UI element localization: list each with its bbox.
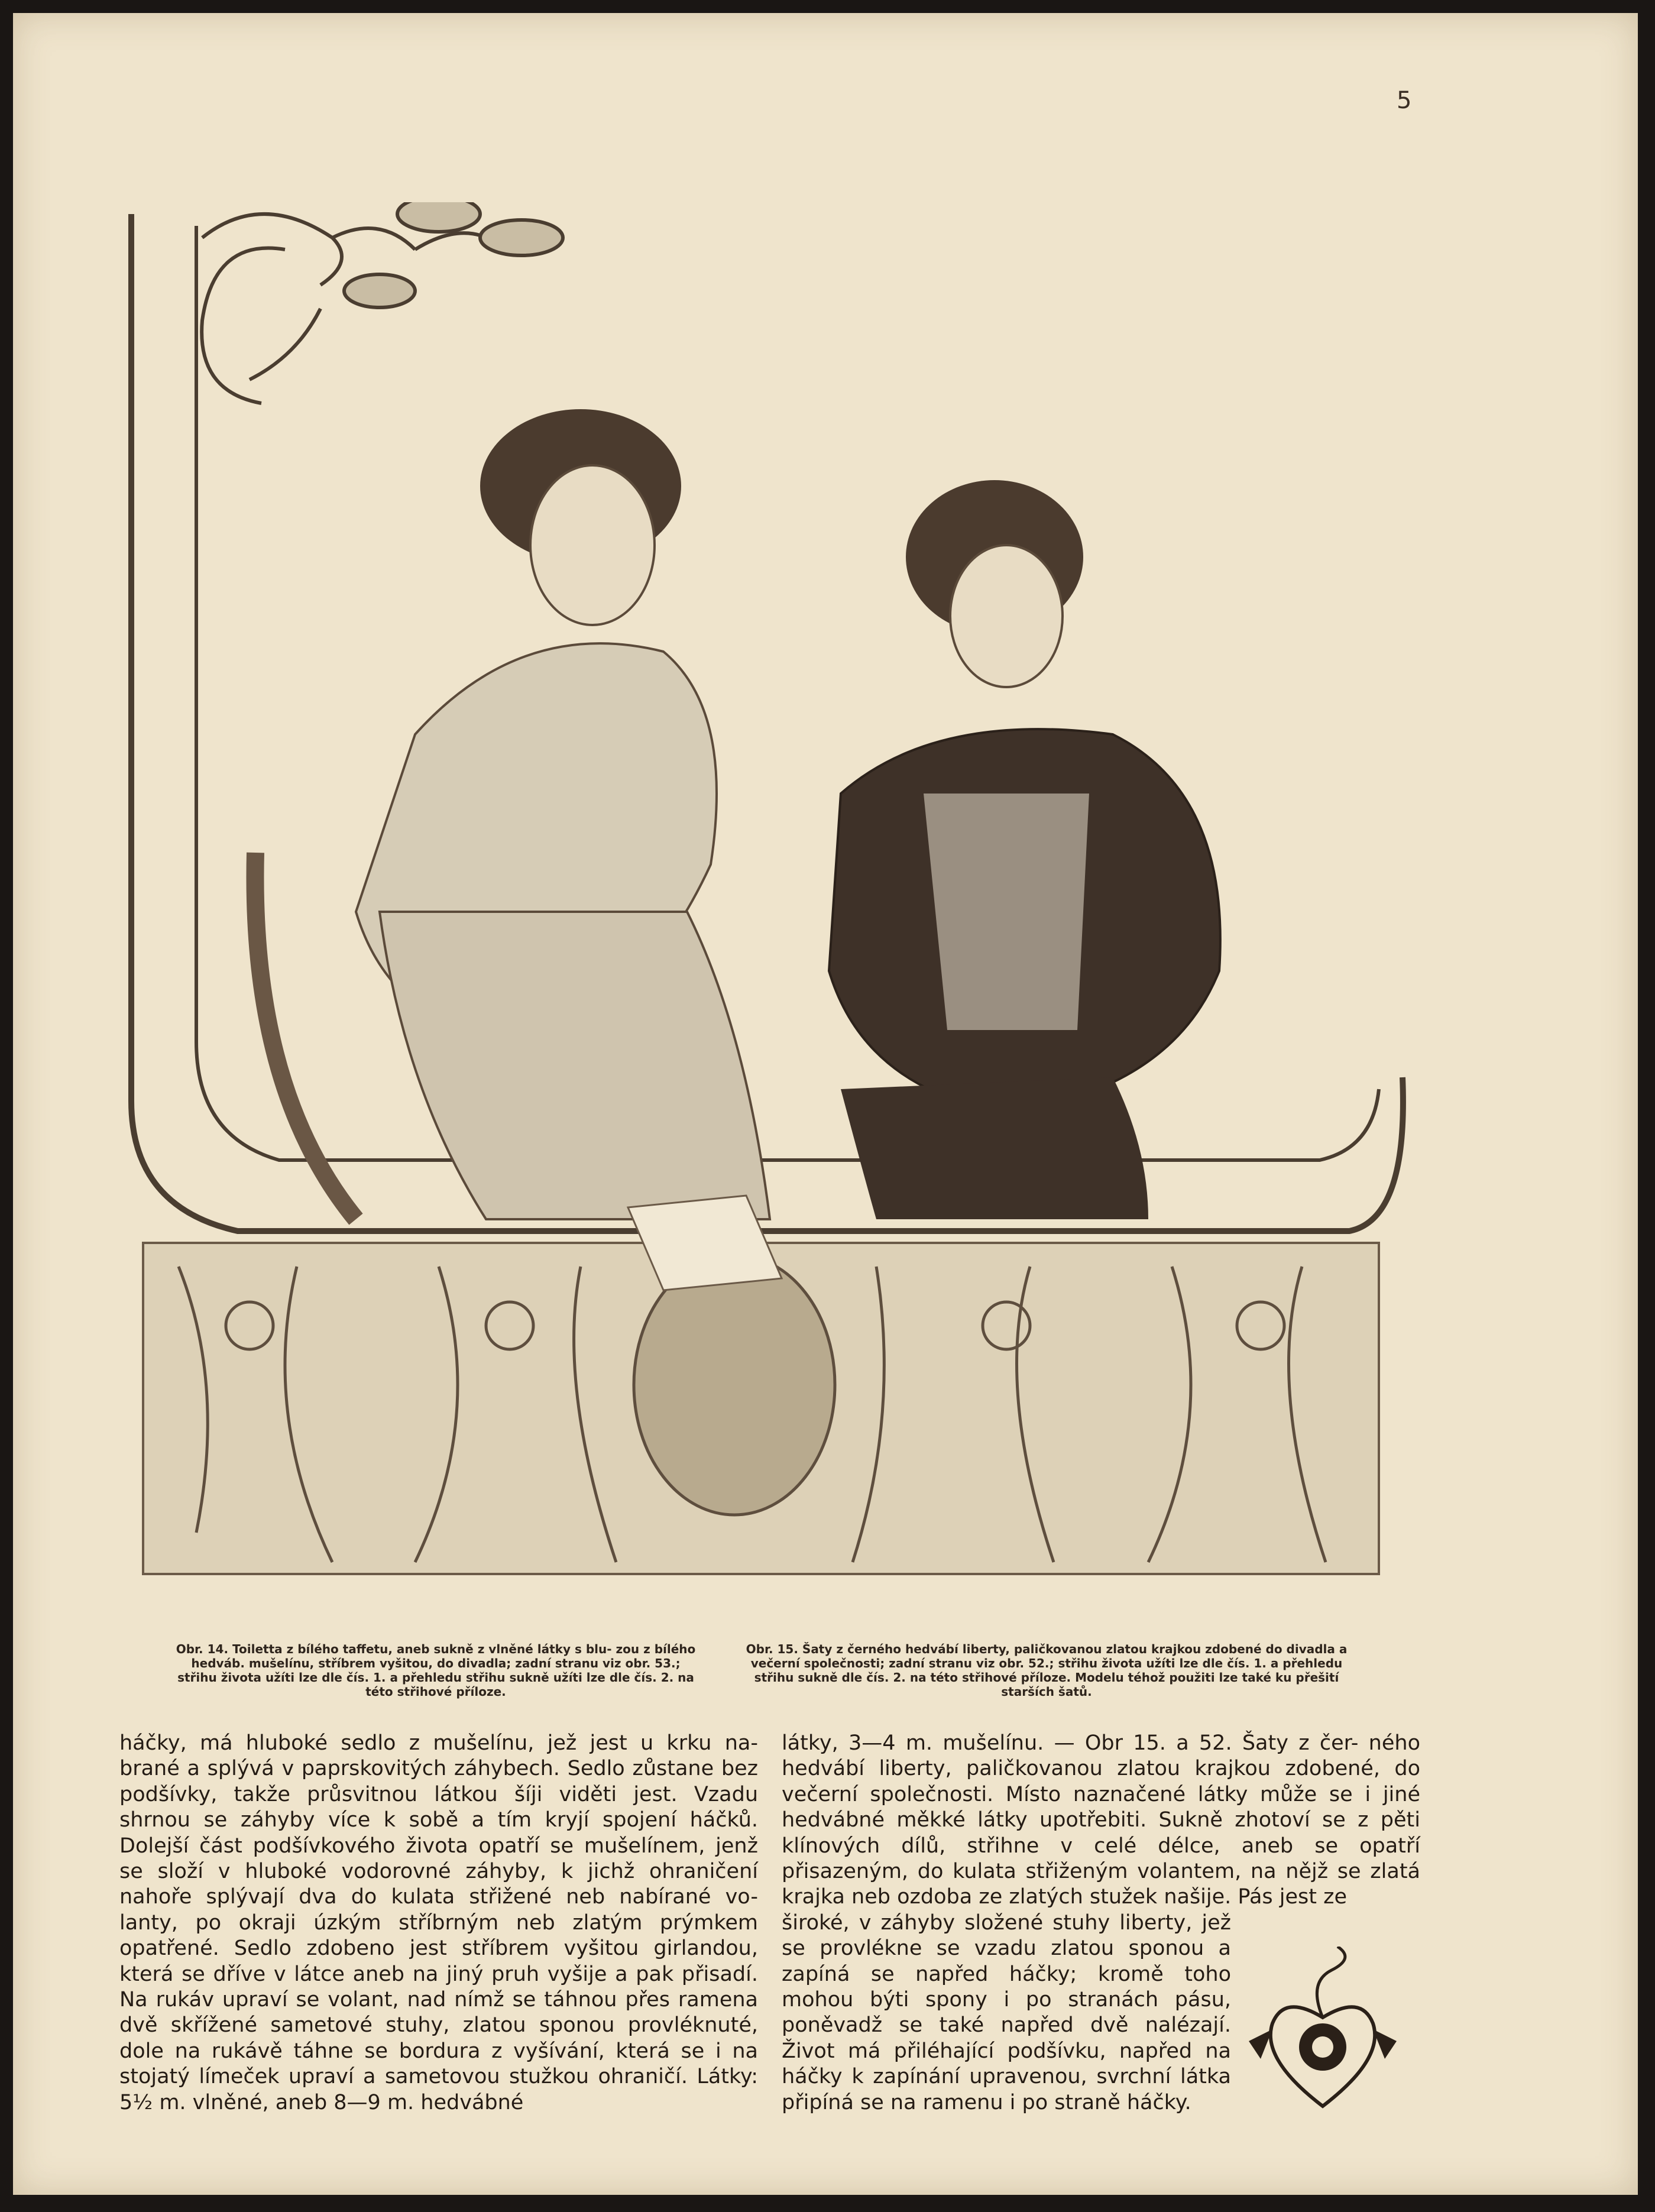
ornamental-frame bbox=[131, 202, 1403, 1231]
magazine-page bbox=[13, 13, 1638, 2195]
woman-left-figure bbox=[255, 409, 770, 1219]
paragraph-right-narrow: široké, v záhyby složené stuhy liberty, jež se provlékne se vzadu zlatou sponou a zapíná se napřed háčky; kromě toho mohou býti spony i po stranách pásu, poněvadž se také napřed dvě nalézají. Život má přiléhající podšívku, napřed na háčky k zapínání upravenou, svrchní látka připíná se na ramenu i po straně háčky. bbox=[782, 1910, 1231, 2114]
paragraph-left: háčky, má hluboké sedlo z mušelínu, jež jest u krku na- brané a splývá v paprskovitých záhybech. Sedlo zůstane bez podšívky, takže průsvitnou látkou šíji viděti jest. Vzadu shrnou se záhyby více k sobě a tím kryjí spojení háčků. Dolejší část podšívkového života opatří se mušelínem, jenž se složí v hluboké vodorovné záhyby, k jichž ohraničení nahoře splývají dva do kulata střižené neb nabírané vo- lanty, po okraji úzkým stříbrným neb zlatým prýmkem opatřené. Sedlo zdobeno jest stříbrem vyšitou girlandou, která se dříve v látce aneb na jiný pruh vyšije a pak přisadí. Na rukáv upraví se volant, nad nímž se táhnou přes ramena dvě skřížené sametové stuhy, zlatou sponou provléknuté, dole na rukávě táhne se bordura z vyšívání, která se i na stojatý límeček upraví a sametovou stužkou ohraničí. Látky: 5½ m. vlněné, aneb 8—9 m. hedvábné bbox=[119, 1731, 758, 2114]
caption-figure-15: Obr. 15. Šaty z černého hedvábí liberty, paličkovanou zlatou krajkou zdobené do divadla a večerní společnosti; zadní stranu viz obr. 52.; střihu života užíti lze dle čís. 1. a přehledu střihu sukně dle čís. 2. na této střihové příloze. Modelu téhož použiti lze také ku přešití starších šatů. bbox=[746, 1642, 1348, 1699]
paragraph-right-wide: látky, 3—4 m. mušelínu. — Obr 15. a 52. Šaty z čer- ného hedvábí liberty, paličkovanou zlatou krajkou zdobené, do večerní společnosti. Místo naznačené látky může se i jiné hedvábné měkké látky upotřebiti. Sukně zhotoví se z pěti klínových dílů, střihne v celé délce, aneb se opatří přisazeným, do kulata střiženým volantem, na nějž se zlatá krajka neb ozdoba ze zlatých stužek našije. Pás jest ze bbox=[782, 1731, 1420, 1909]
page-number: 5 bbox=[1397, 87, 1412, 114]
fashion-illustration bbox=[108, 202, 1408, 1633]
caption-figure-14: Obr. 14. Toiletta z bílého taffetu, aneb sukně z vlněné látky s blu- zou z bílého hedváb. mušelínu, stříbrem vyšitou, do divadla; zadní stranu viz obr. 53.; střihu života užíti lze dle čís. 1. a přehledu střihu sukně užíti lze dle čís. 2. na této střihové příloze. bbox=[176, 1642, 696, 1699]
text-column-left bbox=[119, 1731, 758, 2116]
heart-flower-ornament bbox=[1237, 1947, 1408, 2124]
woman-right-figure bbox=[829, 480, 1220, 1219]
